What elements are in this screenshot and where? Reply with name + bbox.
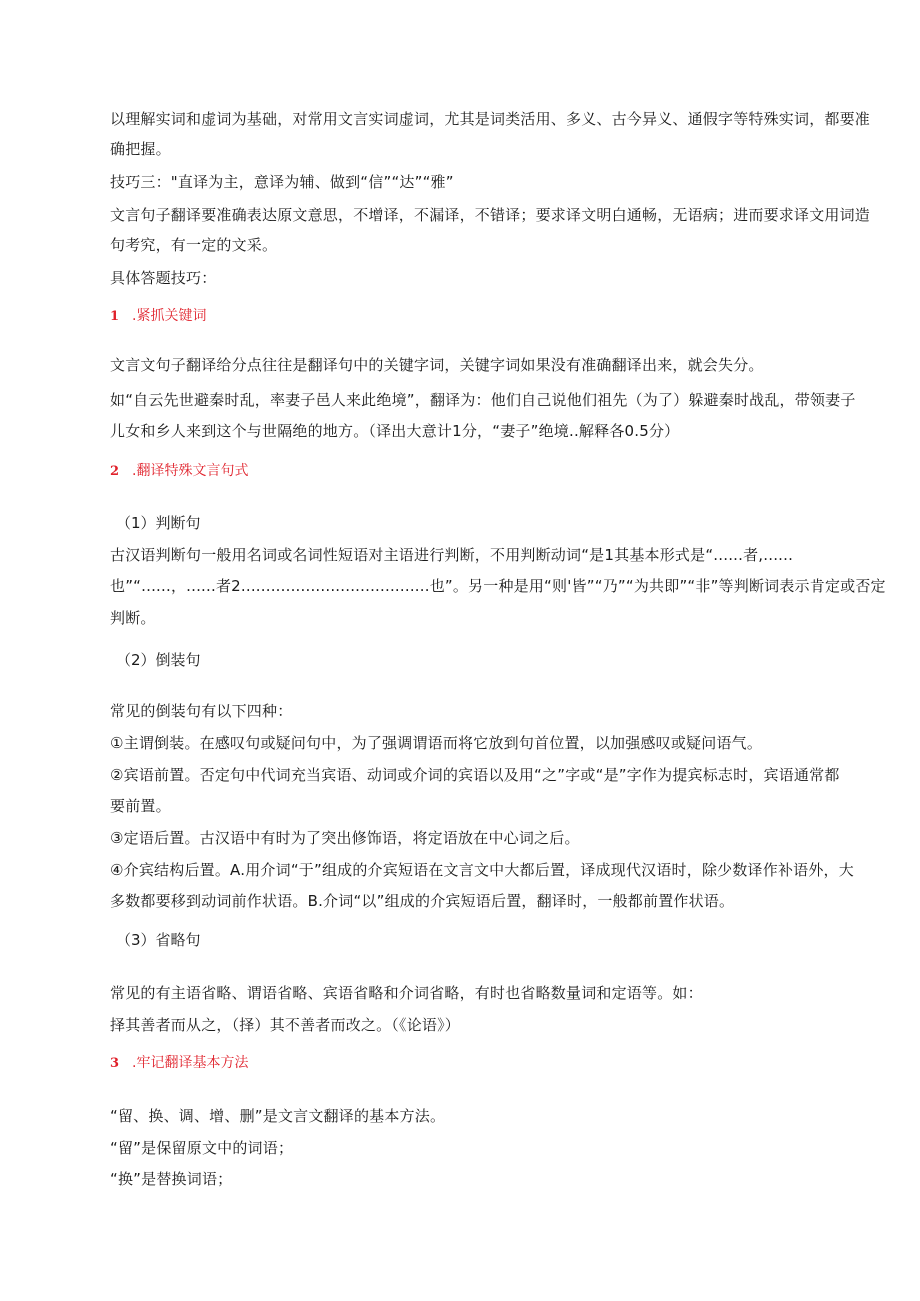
- paragraph-line: 儿女和乡人来到这个与世隔绝的地方。（译出大意计1分，“妻子”绝境..解释各0.5分）: [110, 422, 680, 440]
- paragraph-line: 古汉语判断句一般用名词或名词性短语对主语进行判断，不用判断动词“是1其基本形式是“......者,......: [110, 546, 794, 564]
- heading-number: 1: [110, 309, 120, 324]
- paragraph-line: 如“自云先世避秦时乱，率妻子邑人来此绝境”，翻译为：他们自己说他们祖先（为了）躲避秦时战乱，带领妻子: [110, 391, 856, 409]
- paragraph-line: 确把握。: [110, 140, 171, 158]
- heading-number: 3: [110, 1056, 120, 1071]
- section-heading-2: [110, 461, 248, 482]
- paragraph-line: 常见的倒装句有以下四种：: [110, 702, 293, 720]
- paragraph-line: “换”是替换词语；: [110, 1170, 233, 1188]
- paragraph-line: “留、换、调、增、删”是文言文翻译的基本方法。: [110, 1107, 446, 1125]
- paragraph-line: 也”“......，......者2......................................也”。另一种是用“则'皆”“乃”“为共即”“非”等判断词表示肯定或否定: [110, 577, 886, 595]
- paragraph-line: 以理解实词和虚词为基础，对常用文言实词虚词，尤其是词类活用、多义、古今异义、通假字等特殊实词，都要准: [110, 110, 871, 128]
- paragraph-line: 择其善者而从之，（择）其不善者而改之。（《论语》）: [110, 1016, 461, 1034]
- paragraph-line: 要前置。: [110, 797, 171, 815]
- paragraph-line: “留”是保留原文中的词语；: [110, 1139, 294, 1157]
- subheading: （1）判断句: [116, 514, 201, 532]
- paragraph-line: 句考究，有一定的文采。: [110, 236, 278, 254]
- paragraph-line: 具体答题技巧：: [110, 269, 217, 287]
- heading-number: 2: [110, 464, 120, 479]
- paragraph-line: 判断。: [110, 609, 156, 627]
- paragraph-line: 多数都要移到动词前作状语。B.介词“以”组成的介宾短语后置，翻译时，一般都前置作状语。: [110, 892, 735, 910]
- heading-text: .牢记翻译基本方法: [132, 1055, 249, 1071]
- paragraph-line: 文言文句子翻译给分点往往是翻译句中的关键字词，关键字词如果没有准确翻译出来，就会失分。: [110, 356, 764, 374]
- paragraph-line: 常见的有主语省略、谓语省略、宾语省略和介词省略，有时也省略数量词和定语等。如：: [110, 984, 703, 1002]
- heading-text: .翻译特殊文言句式: [132, 463, 249, 479]
- paragraph-line: ④介宾结构后置。A.用介词“于”组成的介宾短语在文言文中大都后置，译成现代汉语时，除少数译作补语外，大: [110, 861, 854, 879]
- section-heading-3: [110, 1053, 248, 1074]
- paragraph-line: ②宾语前置。否定句中代词充当宾语、动词或介词的宾语以及用“之”字或“是”字作为提宾标志时，宾语通常都: [110, 766, 840, 784]
- paragraph-line: ③定语后置。古汉语中有时为了突出修饰语，将定语放在中心词之后。: [110, 829, 580, 847]
- paragraph-line: ①主谓倒装。在感叹句或疑问句中，为了强调谓语而将它放到句首位置，以加强感叹或疑问语气。: [110, 734, 763, 752]
- paragraph-line: 技巧三："直译为主，意译为辅、做到“信”“达”“雅”: [110, 173, 454, 191]
- paragraph-line: 文言句子翻译要准确表达原文意思，不增译，不漏译，不错译；要求译文明白通畅，无语病；进而要求译文用词造: [110, 206, 871, 224]
- heading-text: .紧抓关键词: [132, 308, 207, 324]
- subheading: （3）省略句: [116, 931, 201, 949]
- subheading: （2）倒装句: [116, 651, 201, 669]
- section-heading-1: [110, 306, 206, 327]
